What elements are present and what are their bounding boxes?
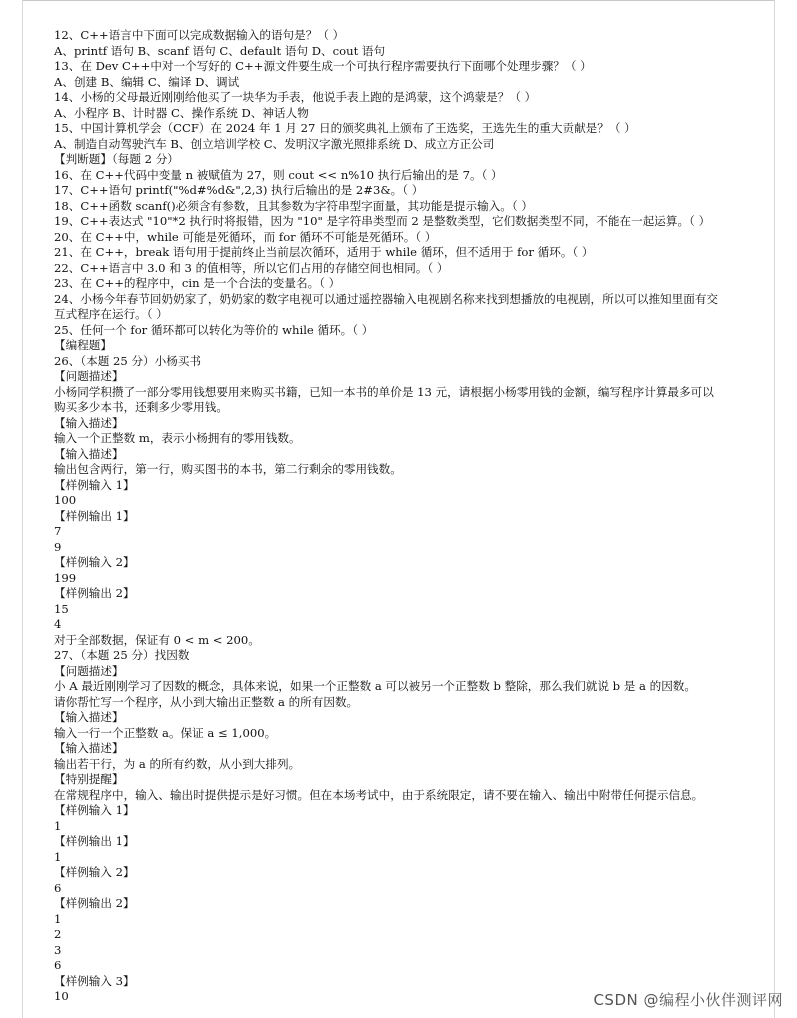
document-line: 【样例输出 1】 xyxy=(54,834,135,848)
document-line: 【特别提醒】 xyxy=(54,772,124,786)
document-line: 25、任何一个 for 循环都可以转化为等价的 while 循环。（ ） xyxy=(54,322,374,337)
document-line: A、制造自动驾驶汽车 B、创立培训学校 C、发明汉字激光照排系统 D、成立方正公司 xyxy=(54,136,495,151)
document-line: 对于全部数据，保证有 0 < m < 200。 xyxy=(54,632,260,647)
document-line: 23、在 C++的程序中，cin 是一个合法的变量名。（ ） xyxy=(54,276,341,290)
document-line: 【输入描述】 xyxy=(54,710,124,724)
document-line: 24、小杨今年春节回奶奶家了，奶奶家的数字电视可以通过遥控器输入电视剧名称来找到想播放的电视剧，所以可以推知里面有交 xyxy=(54,291,719,306)
document-line: 1 xyxy=(54,911,62,926)
document-line: 6 xyxy=(54,958,62,972)
document-line: 27、（本题 25 分）找因数 xyxy=(54,648,190,662)
document-line: 【样例输出 2】 xyxy=(54,896,135,910)
document-line: 13、在 Dev C++中对一个写好的 C++源文件要生成一个可执行程序需要执行下面哪个处理步骤？（ ） xyxy=(54,59,592,73)
document-line: 【问题描述】 xyxy=(54,663,124,678)
document-line: 【样例输入 2】 xyxy=(54,865,135,879)
document-line: 14、小杨的父母最近刚刚给他买了一块华为手表，他说手表上跑的是鸿蒙，这个鸿蒙是？（ ） xyxy=(54,90,537,104)
document-line: 16、在 C++代码中变量 n 被赋值为 27，则 cout << n%10 执行后输出的是 7。（ ） xyxy=(54,167,503,182)
document-line: 输出若干行，为 a 的所有约数，从小到大排列。 xyxy=(54,756,301,771)
document-line: 100 xyxy=(54,493,77,507)
document-line: 6 xyxy=(54,880,62,895)
document-line: A、创建 B、编辑 C、编译 D、调试 xyxy=(54,74,240,89)
document-line: 输入一行一个正整数 a。保证 a ≤ 1,000。 xyxy=(54,725,277,740)
page-border-left xyxy=(22,0,23,1018)
document-body xyxy=(54,28,754,1005)
document-line: 【输入描述】 xyxy=(54,741,124,755)
document-line: 3 xyxy=(54,942,62,957)
document-line: 【编程题】 xyxy=(54,338,112,352)
document-line: 【输入描述】 xyxy=(54,415,124,430)
document-line: 1 xyxy=(54,818,62,833)
document-line: 9 xyxy=(54,539,62,554)
document-line: 请你帮忙写一个程序，从小到大输出正整数 a 的所有因数。 xyxy=(54,694,359,709)
document-line: 18、C++函数 scanf()必须含有参数，且其参数为字符串型字面量，其功能是提示输入。（ ） xyxy=(54,198,533,213)
document-line: A、printf 语句 B、scanf 语句 C、default 语句 D、cout 语句 xyxy=(54,43,386,58)
document-line: 7 xyxy=(54,524,62,538)
page-border-right xyxy=(774,0,775,1018)
document-line: 互式程序在运行。（ ） xyxy=(54,307,168,321)
document-line: 26、（本题 25 分）小杨买书 xyxy=(54,353,202,368)
document-line: 17、C++语句 printf("%d#%d&",2,3) 执行后输出的是 2#3&。（ ） xyxy=(54,183,424,197)
document-line: 【样例输出 2】 xyxy=(54,586,135,600)
document-line: 输入一个正整数 m，表示小杨拥有的零用钱数。 xyxy=(54,431,301,445)
csdn-watermark: CSDN @编程小伙伴测评网 xyxy=(593,991,783,1009)
document-line: 输出包含两行，第一行，购买图书的本书，第二行剩余的零用钱数。 xyxy=(54,462,402,476)
document-line: 10 xyxy=(54,989,69,1003)
document-line: 15、中国计算机学会（CCF）在 2024 年 1 月 27 日的颁奖典礼上颁布了王选奖，王选先生的重大贡献是？（ ） xyxy=(54,121,636,135)
document-line: 【样例输入 3】 xyxy=(54,973,135,988)
document-line: 2 xyxy=(54,927,62,941)
document-line: 21、在 C++，break 语句用于提前终止当前层次循环，适用于 while 循环，但不适用于 for 循环。（ ） xyxy=(54,245,594,259)
document-line: 15 xyxy=(54,601,69,616)
document-line: 22、C++语言中 3.0 和 3 的值相等，所以它们占用的存储空间也相同。（ ） xyxy=(54,260,449,275)
document-line: 在常规程序中，输入、输出时提供提示是好习惯。但在本场考试中，由于系统限定，请不要在输入、输出中附带任何提示信息。 xyxy=(54,787,704,802)
document-line: 小杨同学积攒了一部分零用钱想要用来购买书籍，已知一本书的单价是 13 元，请根据小杨零用钱的金额，编写程序计算最多可以 xyxy=(54,384,714,399)
page-border-top xyxy=(22,0,774,1)
document-line: 【样例输入 2】 xyxy=(54,555,135,569)
document-line: 199 xyxy=(54,570,77,585)
document-line: 【判断题】（每题 2 分） xyxy=(54,152,179,166)
document-line: 【问题描述】 xyxy=(54,369,124,383)
document-line: 【样例输出 1】 xyxy=(54,508,135,523)
document-line: 购买多少本书，还剩多少零用钱。 xyxy=(54,400,228,414)
document-line: A、小程序 B、计时器 C、操作系统 D、神话人物 xyxy=(54,105,309,120)
document-line: 【样例输入 1】 xyxy=(54,477,135,492)
document-line: 1 xyxy=(54,849,62,864)
document-line: 【输入描述】 xyxy=(54,446,124,461)
document-line: 19、C++表达式 "10"*2 执行时将报错，因为 "10" 是字符串类型而 2 是整数类型，它们数据类型不同，不能在一起运算。（ ） xyxy=(54,214,711,228)
document-line: 4 xyxy=(54,617,62,631)
document-line: 12、C++语言中下面可以完成数据输入的语句是？（ ） xyxy=(54,28,345,42)
document-line: 小 A 最近刚刚学习了因数的概念，具体来说，如果一个正整数 a 可以被另一个正整数 b 整除，那么我们就说 b 是 a 的因数。 xyxy=(54,679,696,693)
document-line: 【样例输入 1】 xyxy=(54,803,135,817)
document-line: 20、在 C++中，while 可能是死循环，而 for 循环不可能是死循环。（ ） xyxy=(54,229,437,244)
